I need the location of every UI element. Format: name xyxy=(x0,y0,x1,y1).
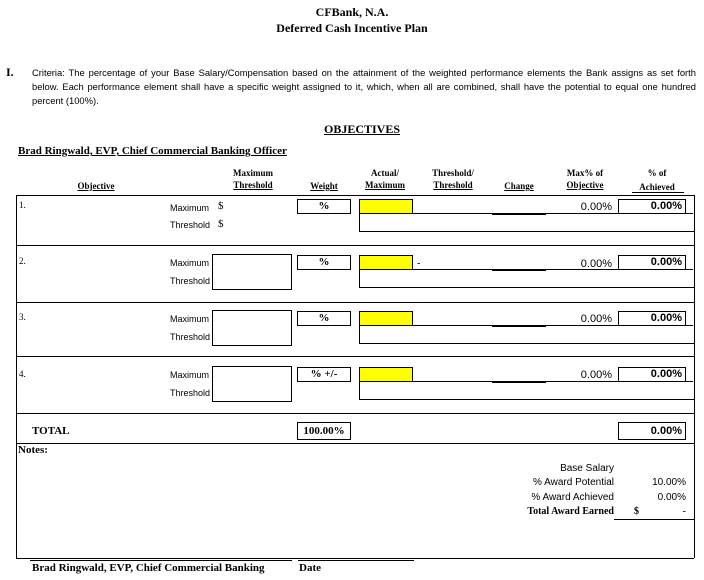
change-field[interactable] xyxy=(492,270,546,271)
threshold-value: - xyxy=(417,258,421,269)
section-numeral: I. xyxy=(6,65,14,79)
row-number: 4. xyxy=(19,369,26,379)
signature-name: Brad Ringwald, EVP, Chief Commercial Banking xyxy=(32,562,265,574)
actual-field[interactable] xyxy=(359,255,413,270)
max-pct-value: 0.00% xyxy=(580,369,612,381)
col-max-threshold-2: Threshold xyxy=(233,180,273,190)
actual-field[interactable] xyxy=(359,367,413,382)
row-divider xyxy=(16,443,694,444)
total-earned-value: - xyxy=(682,506,686,517)
maximum-label: Maximum xyxy=(170,258,210,268)
date-label: Date xyxy=(299,562,321,574)
achieved-value: 0.00% xyxy=(650,256,682,268)
actual-lower-divider xyxy=(359,325,360,343)
weight-field[interactable]: % xyxy=(297,199,351,214)
total-achieved-value: 0.00% xyxy=(650,425,682,437)
change-field[interactable] xyxy=(492,326,546,327)
col-achieved-2: Achieved xyxy=(639,182,675,192)
total-earned-currency: $ xyxy=(634,506,639,517)
max-pct-value: 0.00% xyxy=(580,258,612,270)
row-divider xyxy=(16,413,694,414)
col-actual-2: Maximum xyxy=(365,180,405,190)
base-salary-label: Base Salary xyxy=(560,463,614,474)
col-objective: Objective xyxy=(77,181,115,191)
criteria-text: Criteria: The percentage of your Base Salary/Compensation based on the attainment of the weighted performance elements the Bank assigns as set forth below. Each performance element shall have a specific weight assigned to it, which, when all are combined, shall have the potential to equal one hundred percent (100%). xyxy=(32,67,696,106)
weight-field[interactable]: % xyxy=(297,311,351,326)
achieved-box xyxy=(618,199,686,214)
threshold-label: Threshold xyxy=(170,332,211,342)
row-lower-line xyxy=(359,343,694,344)
col-weight: Weight xyxy=(310,181,338,191)
col-maxpct-1: Max% of xyxy=(566,168,604,178)
row-divider xyxy=(16,302,694,303)
date-line[interactable] xyxy=(298,560,414,561)
max-threshold-box[interactable] xyxy=(212,310,292,346)
actual-field[interactable] xyxy=(359,199,413,214)
table-bottom-border xyxy=(16,558,694,559)
maximum-value[interactable]: $ xyxy=(218,200,224,212)
total-weight: 100.00% xyxy=(297,422,351,440)
col-achieved-1: % of xyxy=(647,168,667,178)
achieved-underline xyxy=(632,192,684,193)
actual-lower-divider xyxy=(359,269,360,287)
row-lower-line xyxy=(359,231,694,232)
weight-field[interactable]: % +/- xyxy=(297,367,351,382)
achieved-value: 0.00% xyxy=(650,368,682,380)
row-divider xyxy=(16,356,694,357)
max-threshold-box[interactable] xyxy=(212,366,292,402)
row-lower-line xyxy=(359,399,694,400)
actual-lower-divider xyxy=(359,213,360,231)
col-actual-1: Actual/ xyxy=(371,168,399,178)
col-threshold-2: Threshold xyxy=(433,180,473,190)
col-max-threshold-1: Maximum xyxy=(233,168,273,178)
total-label: TOTAL xyxy=(32,425,70,437)
col-threshold-1: Threshold/ xyxy=(432,168,474,178)
company-name: CFBank, N.A. xyxy=(315,5,389,19)
total-earned-underline xyxy=(614,519,694,520)
actual-field[interactable] xyxy=(359,311,413,326)
notes-label: Notes: xyxy=(18,444,48,456)
table-top-border xyxy=(16,195,694,196)
award-achieved-value: 0.00% xyxy=(657,492,686,503)
employee-name: Brad Ringwald, EVP, Chief Commercial Banking Officer xyxy=(18,145,287,157)
row-divider xyxy=(16,245,694,246)
max-threshold-box[interactable] xyxy=(212,254,292,290)
table-right-border xyxy=(694,195,695,558)
max-pct-value: 0.00% xyxy=(580,313,612,325)
maximum-label: Maximum xyxy=(170,370,210,380)
achieved-value: 0.00% xyxy=(650,312,682,324)
total-earned-label: Total Award Earned xyxy=(527,506,614,517)
change-field[interactable] xyxy=(492,382,546,383)
threshold-label: Threshold xyxy=(170,276,211,286)
threshold-label: Threshold xyxy=(170,388,211,398)
col-change: Change xyxy=(504,181,534,191)
achieved-box xyxy=(618,367,686,382)
maximum-label: Maximum xyxy=(170,203,210,213)
award-achieved-label: % Award Achieved xyxy=(531,492,614,503)
col-maxpct-2: Objective xyxy=(566,180,604,190)
total-achieved-box xyxy=(618,422,686,440)
threshold-label: Threshold xyxy=(170,220,211,230)
achieved-box xyxy=(618,255,686,270)
actual-lower-divider xyxy=(359,381,360,399)
signature-line[interactable] xyxy=(30,560,292,561)
row-lower-line xyxy=(359,287,694,288)
table-left-border xyxy=(16,195,17,558)
threshold-value[interactable]: $ xyxy=(218,218,224,230)
row-number: 1. xyxy=(19,200,26,210)
award-potential-label: % Award Potential xyxy=(533,477,614,488)
maximum-label: Maximum xyxy=(170,314,210,324)
objectives-title: OBJECTIVES xyxy=(323,122,401,136)
plan-title: Deferred Cash Incentive Plan xyxy=(276,21,428,35)
weight-field[interactable]: % xyxy=(297,255,351,270)
achieved-value: 0.00% xyxy=(650,200,682,212)
row-number: 2. xyxy=(19,256,26,266)
award-potential-value: 10.00% xyxy=(652,477,686,488)
row-number: 3. xyxy=(19,312,26,322)
change-field[interactable] xyxy=(492,214,546,215)
achieved-box xyxy=(618,311,686,326)
max-pct-value: 0.00% xyxy=(580,201,612,213)
